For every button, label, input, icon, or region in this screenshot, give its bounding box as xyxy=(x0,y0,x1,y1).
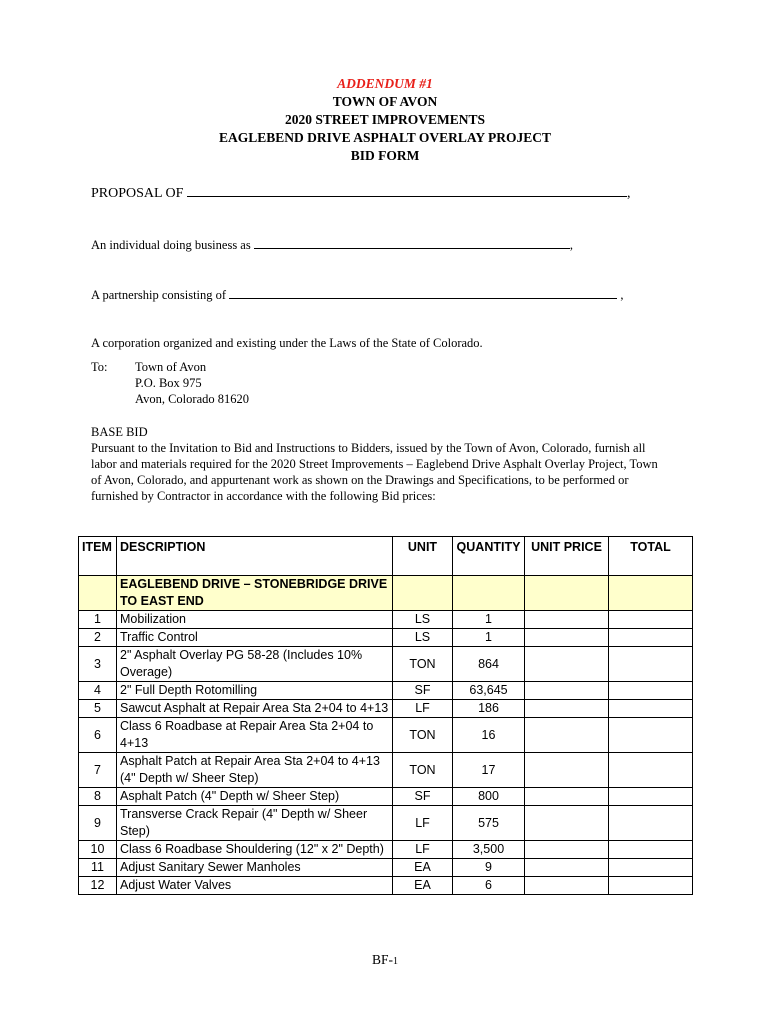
item-description: Traffic Control xyxy=(117,629,393,647)
base-bid-heading: BASE BID xyxy=(91,425,148,439)
table-row xyxy=(79,788,693,806)
table-row xyxy=(79,841,693,859)
unit-price-cell[interactable] xyxy=(525,647,609,682)
total-cell[interactable] xyxy=(609,700,693,718)
town-title: TOWN OF AVON xyxy=(332,94,438,109)
form-title: BID FORM xyxy=(350,148,420,163)
address-line-2: P.O. Box 975 xyxy=(135,376,202,390)
page-prefix: BF- xyxy=(371,952,393,967)
item-number: 5 xyxy=(79,700,117,718)
item-quantity: 1 xyxy=(453,629,525,647)
page-number: 1 xyxy=(393,956,398,967)
individual-label: An individual doing business as xyxy=(91,238,251,252)
base-bid-text: Pursuant to the Invitation to Bid and Instructions to Bidders, issued by the Town of Avon, Colorado, furnish all labor and materials required for the 2020 Street Improvements – Eaglebend Drive Asphalt Overlay Project, Town of Avon, Colorado, and appurtenant work as shown on the Drawings and Specifications, to be performed or furnished by Contractor in accordance with the following Bid prices: xyxy=(91,441,658,503)
total-cell[interactable] xyxy=(609,682,693,700)
individual-comma: , xyxy=(569,238,573,252)
table-row xyxy=(79,806,693,841)
item-number: 3 xyxy=(79,647,117,682)
section-title: EAGLEBEND DRIVE – STONEBRIDGE DRIVE TO EAST END xyxy=(117,576,393,611)
item-unit: EA xyxy=(393,877,453,895)
individual-blank[interactable] xyxy=(254,236,570,249)
unit-price-cell[interactable] xyxy=(525,841,609,859)
section-row xyxy=(79,576,693,611)
item-number: 10 xyxy=(79,841,117,859)
item-quantity: 16 xyxy=(453,718,525,753)
proposal-of-blank[interactable] xyxy=(187,184,627,197)
table-header-row xyxy=(79,537,693,576)
table-row xyxy=(79,647,693,682)
project-title: EAGLEBEND DRIVE ASPHALT OVERLAY PROJECT xyxy=(218,130,552,145)
item-description: Adjust Water Valves xyxy=(117,877,393,895)
table-row xyxy=(79,611,693,629)
header-quantity: QUANTITY xyxy=(453,537,525,576)
unit-price-cell[interactable] xyxy=(525,859,609,877)
unit-price-cell[interactable] xyxy=(525,788,609,806)
total-cell[interactable] xyxy=(609,859,693,877)
partnership-blank[interactable] xyxy=(229,286,617,299)
item-unit: LS xyxy=(393,611,453,629)
table-row xyxy=(79,753,693,788)
item-description: Mobilization xyxy=(117,611,393,629)
item-unit: EA xyxy=(393,859,453,877)
item-unit: LF xyxy=(393,841,453,859)
total-cell[interactable] xyxy=(609,647,693,682)
item-quantity: 6 xyxy=(453,877,525,895)
total-cell[interactable] xyxy=(609,718,693,753)
address-line-1: Town of Avon xyxy=(135,360,207,374)
header-total: TOTAL xyxy=(609,537,693,576)
address-line-3: Avon, Colorado 81620 xyxy=(135,392,249,406)
to-address xyxy=(135,359,249,407)
item-unit: SF xyxy=(393,682,453,700)
item-unit: LS xyxy=(393,629,453,647)
item-unit: LF xyxy=(393,700,453,718)
header-description: DESCRIPTION xyxy=(117,537,393,576)
total-cell[interactable] xyxy=(609,841,693,859)
unit-price-cell[interactable] xyxy=(525,806,609,841)
partnership-label: A partnership consisting of xyxy=(91,288,227,302)
total-cell[interactable] xyxy=(609,806,693,841)
proposal-of-line xyxy=(91,184,630,202)
unit-price-cell[interactable] xyxy=(525,682,609,700)
table-row xyxy=(79,629,693,647)
unit-price-cell[interactable] xyxy=(525,753,609,788)
item-unit: SF xyxy=(393,788,453,806)
proposal-of-label: PROPOSAL OF xyxy=(91,186,184,201)
item-quantity: 800 xyxy=(453,788,525,806)
item-number: 9 xyxy=(79,806,117,841)
individual-line xyxy=(91,236,573,253)
item-description: Sawcut Asphalt at Repair Area Sta 2+04 to 4+13 xyxy=(117,700,393,718)
item-unit: TON xyxy=(393,718,453,753)
addendum-title: ADDENDUM #1 xyxy=(337,76,433,91)
item-number: 12 xyxy=(79,877,117,895)
item-description: Transverse Crack Repair (4" Depth w/ Sheer Step) xyxy=(117,806,393,841)
total-cell[interactable] xyxy=(609,611,693,629)
page-footer xyxy=(0,952,770,968)
item-number: 4 xyxy=(79,682,117,700)
partnership-comma: , xyxy=(620,288,624,302)
item-unit: TON xyxy=(393,753,453,788)
item-quantity: 3,500 xyxy=(453,841,525,859)
unit-price-cell[interactable] xyxy=(525,629,609,647)
item-number: 11 xyxy=(79,859,117,877)
item-unit: LF xyxy=(393,806,453,841)
total-cell[interactable] xyxy=(609,788,693,806)
item-quantity: 63,645 xyxy=(453,682,525,700)
table-row xyxy=(79,682,693,700)
item-number: 2 xyxy=(79,629,117,647)
item-description: Class 6 Roadbase at Repair Area Sta 2+04 to 4+13 xyxy=(117,718,393,753)
corporation-text: A corporation organized and existing under the Laws of the State of Colorado. xyxy=(91,336,483,350)
unit-price-cell[interactable] xyxy=(525,700,609,718)
unit-price-cell[interactable] xyxy=(525,611,609,629)
item-quantity: 9 xyxy=(453,859,525,877)
item-description: 2" Asphalt Overlay PG 58-28 (Includes 10% Overage) xyxy=(117,647,393,682)
item-description: Asphalt Patch at Repair Area Sta 2+04 to 4+13 (4" Depth w/ Sheer Step) xyxy=(117,753,393,788)
item-quantity: 17 xyxy=(453,753,525,788)
item-quantity: 186 xyxy=(453,700,525,718)
item-number: 6 xyxy=(79,718,117,753)
partnership-line xyxy=(91,286,623,303)
item-description: 2" Full Depth Rotomilling xyxy=(117,682,393,700)
document-header xyxy=(0,75,770,165)
item-unit: TON xyxy=(393,647,453,682)
item-number: 8 xyxy=(79,788,117,806)
table-row xyxy=(79,718,693,753)
to-label: To: xyxy=(91,360,108,374)
unit-price-cell[interactable] xyxy=(525,877,609,895)
program-title: 2020 STREET IMPROVEMENTS xyxy=(284,112,486,127)
total-cell[interactable] xyxy=(609,629,693,647)
header-unit: UNIT xyxy=(393,537,453,576)
total-cell[interactable] xyxy=(609,877,693,895)
unit-price-cell[interactable] xyxy=(525,718,609,753)
bid-table xyxy=(78,536,693,895)
header-unit-price: UNIT PRICE xyxy=(525,537,609,576)
item-quantity: 1 xyxy=(453,611,525,629)
total-cell[interactable] xyxy=(609,753,693,788)
item-description: Class 6 Roadbase Shouldering (12" x 2" Depth) xyxy=(117,841,393,859)
item-number: 7 xyxy=(79,753,117,788)
item-quantity: 864 xyxy=(453,647,525,682)
proposal-comma: , xyxy=(626,186,631,201)
table-row xyxy=(79,859,693,877)
table-row xyxy=(79,877,693,895)
item-description: Asphalt Patch (4" Depth w/ Sheer Step) xyxy=(117,788,393,806)
table-row xyxy=(79,700,693,718)
item-quantity: 575 xyxy=(453,806,525,841)
header-item: ITEM xyxy=(79,537,117,576)
item-description: Adjust Sanitary Sewer Manholes xyxy=(117,859,393,877)
item-number: 1 xyxy=(79,611,117,629)
